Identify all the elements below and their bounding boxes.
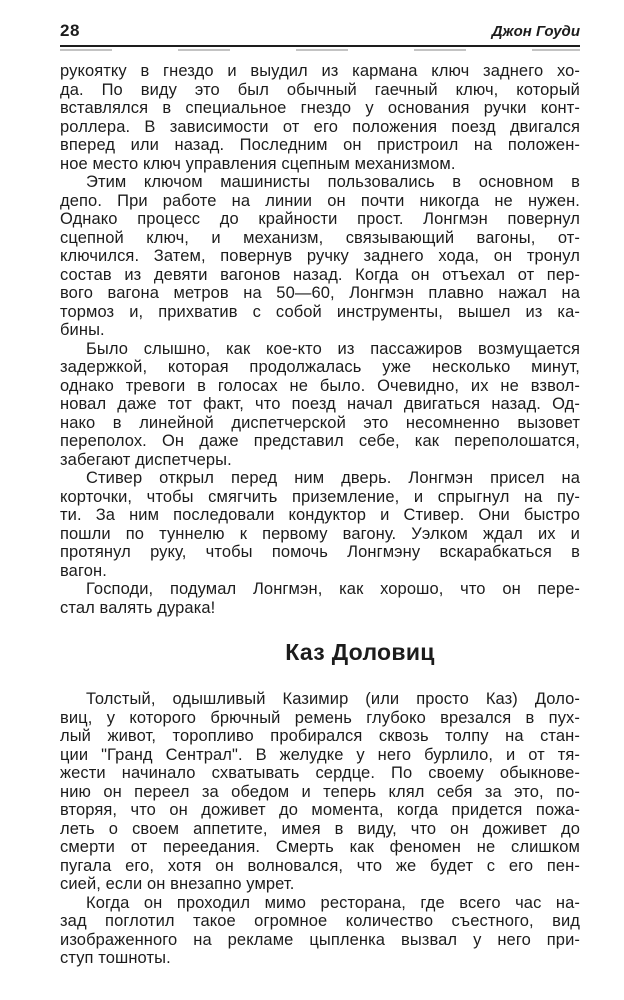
running-title: Джон Гоуди [491, 23, 580, 40]
text-line: нако в линейной диспетчерской это несомненно вызовет [60, 413, 580, 432]
text-column [60, 0, 580, 968]
text-line: корточки, чтобы смягчить приземление, и спрыгнул на пу- [60, 487, 580, 506]
paragraph [60, 340, 580, 470]
text-line: рукоятку в гнездо и выудил из кармана ключ заднего хо- [60, 62, 580, 80]
text-line: лый живот, торопливо пробирался сквозь толпу на стан- [60, 727, 580, 745]
text-line: протянул руку, чтобы помочь Лонгмэну вскарабкаться в [60, 543, 580, 561]
running-header [60, 21, 580, 47]
text-line: да. По виду это был обычный гаечный ключ, который [60, 80, 580, 99]
text-line: пошли по туннелю к первому вагону. Уэлком ждал их и [60, 524, 580, 543]
text-line: ции "Гранд Сентрал". В желудке у него бурлило, и от тя- [60, 745, 580, 764]
text-line: виц, у которого брючный ремень глубоко врезался в пух- [60, 708, 580, 727]
text-line: смерти от переедания. Смерть как феномен не слишком [60, 838, 580, 856]
text-line: жести начинало схватывать сердце. По своему обыкнове- [60, 764, 580, 782]
text-line: ти. За ним последовали кондуктор и Стивер. Они быстро [60, 506, 580, 524]
text-line: вагон. [60, 561, 107, 580]
page-number: 28 [60, 21, 80, 40]
text-line: вставлялся в специальное гнездо у основания ручки конт- [60, 99, 580, 117]
text-line: изображенного на рекламе цыпленка вызвал у него при- [60, 930, 580, 949]
text-line: Этим ключом машинисты пользовались в основном в [86, 173, 580, 191]
paragraph [60, 580, 580, 617]
text-line: леть о своем аппетите, имея в виду, что он доживет до [60, 819, 580, 838]
text-line: тормоз и, прихватив с собой инструменты, вышел из ка- [60, 302, 580, 321]
text-line: зад поглотил такое огромное количество съестного, вид [60, 912, 580, 930]
paragraph [60, 690, 580, 894]
text-line: нию он переел за обедом и теперь клял себя за это, по- [60, 782, 580, 801]
text-line: пугала его, хотя он волновался, что же будет с его пен- [60, 856, 580, 875]
text-line: роллера. В зависимости от его положения поезд двигался [60, 117, 580, 136]
header-rule-echo [60, 49, 580, 51]
text-line: Господи, подумал Лонгмэн, как хорошо, что он пере- [86, 580, 580, 598]
paragraph [60, 173, 580, 340]
page-body [60, 62, 580, 968]
text-line: состав из девяти вагонов назад. Когда он отъехал от пер- [60, 265, 580, 284]
text-line: сией, если он внезапно умрет. [60, 875, 295, 893]
section-heading: Каз Доловиц [285, 639, 435, 665]
text-line: Однако процесс до крайности прост. Лонгмэн повернул [60, 210, 580, 228]
paragraph [60, 469, 580, 580]
text-line: ное место ключ управления сцепным механизмом. [60, 154, 456, 173]
paragraph [60, 894, 580, 968]
text-line: вперед или назад. Последним он пристроил на положен- [60, 136, 580, 154]
text-line: Когда он проходил мимо ресторана, где всего час на- [86, 893, 580, 912]
text-line: бины. [60, 321, 105, 339]
text-line: Толстый, одышливый Казимир (или просто Каз) Доло- [86, 690, 580, 708]
text-line: однако тревоги в голосах не было. Очевидно, их не взвол- [60, 376, 580, 395]
text-line: новал даже тот факт, что поезд начал двигаться назад. Од- [60, 395, 580, 413]
text-line: сцепной ключ, и механизм, связывающий вагоны, от- [60, 228, 580, 247]
text-line: Стивер открыл перед ним дверь. Лонгмэн присел на [86, 469, 580, 487]
text-line: депо. При работе на линии он почти никогда не нужен. [60, 191, 580, 210]
text-line: вторяя, что он доживет до момента, когда придется пожа- [60, 801, 580, 819]
text-line: задержкой, которая продолжалась уже несколько минут, [60, 358, 580, 376]
text-line: ступ тошноты. [60, 949, 171, 967]
paragraph [60, 62, 580, 173]
text-line: Было слышно, как кое-кто из пассажиров возмущается [86, 339, 580, 358]
text-line: вого вагона метров на 50—60, Лонгмэн плавно нажал на [60, 284, 580, 302]
text-line: ключился. Затем, повернув ручку заднего хода, он тронул [60, 247, 580, 265]
text-line: переполох. Он даже представил себе, как переполошатся, [60, 432, 580, 450]
text-line: стал валять дурака! [60, 598, 216, 617]
text-line: забегают диспетчеры. [60, 450, 232, 469]
